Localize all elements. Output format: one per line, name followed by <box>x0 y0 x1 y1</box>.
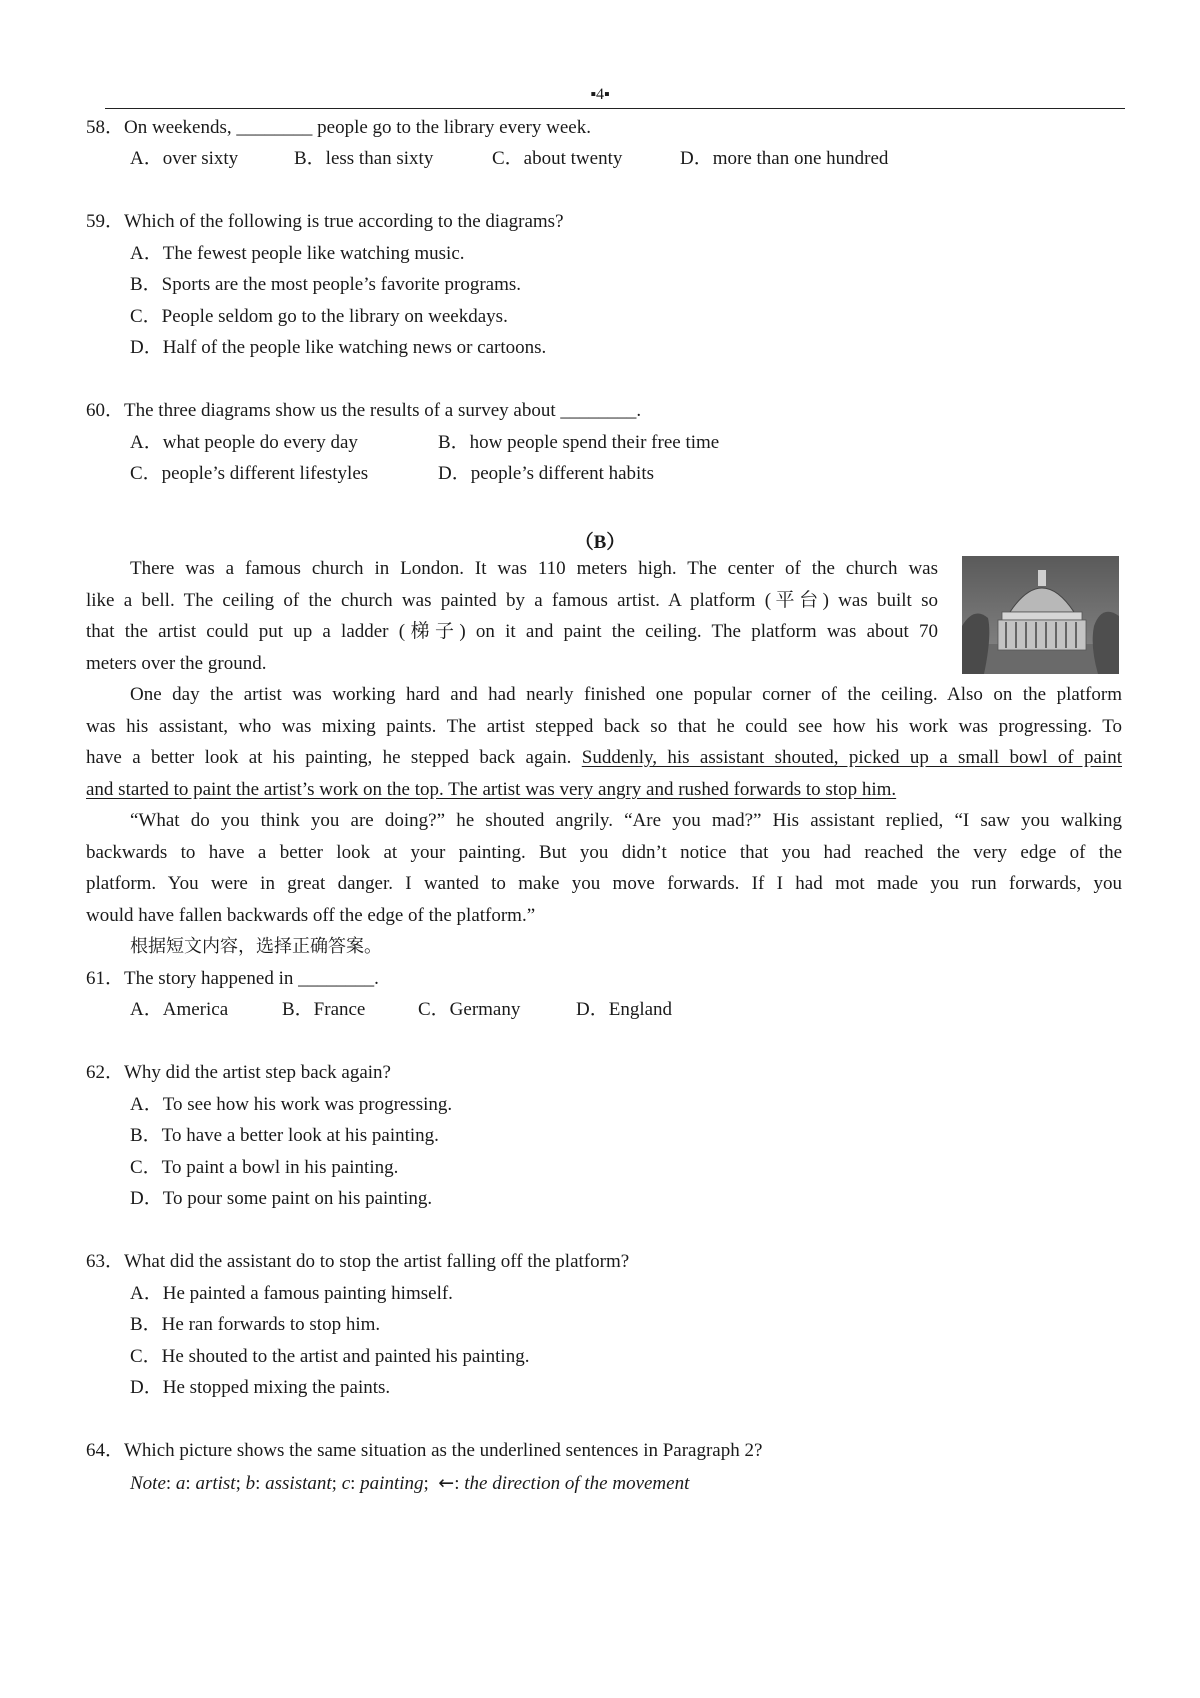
q62-option-a: A．To see how his work was progressing. <box>130 1094 453 1115</box>
note-a: a <box>175 1473 186 1494</box>
passage-p3-line2: backwards to have a better look at your painting. But you didn’t notice that you had reached the very edge of the <box>86 842 1122 863</box>
underlined-sentence-part1: Suddenly, his assistant shouted, picked up a small bowl of paint <box>581 747 1122 768</box>
q61-option-c: C．Germany <box>418 999 521 1020</box>
q59-option-b: B．Sports are the most people’s favorite programs. <box>130 274 522 295</box>
note-c-text: painting <box>360 1473 424 1494</box>
q64-note: Note: a: artist; b: assistant; c: painting; ←: the direction of the movement <box>130 1472 690 1494</box>
passage-p1-line4: meters over the ground. <box>86 653 267 674</box>
q58-option-a: A．over sixty <box>130 148 239 169</box>
q61-option-a: A．America <box>130 999 229 1020</box>
passage-p1-line3: that the artist could put up a ladder (梯子) on it and paint the ceiling. The platform was about 70 <box>86 621 938 642</box>
passage-p2-line1: One day the artist was working hard and had nearly finished one popular corner of the ceiling. Also on the platform <box>130 684 1122 705</box>
q63-option-c: C．He shouted to the artist and painted his painting. <box>130 1346 530 1367</box>
question-59: 59．Which of the following is true according to the diagrams? <box>86 211 564 232</box>
passage-p1-line2: like a bell. The ceiling of the church was painted by a famous artist. A platform (平台) was built so <box>86 590 938 611</box>
q61-option-d: D．England <box>576 999 673 1020</box>
passage-p3-line4: would have fallen backwards off the edge of the platform.” <box>86 905 536 926</box>
question-63: 63．What did the assistant do to stop the artist falling off the platform? <box>86 1251 630 1272</box>
q61-option-b: B．France <box>282 999 366 1020</box>
q59-option-d: D．Half of the people like watching news or cartoons. <box>130 337 547 358</box>
note-c: c <box>341 1473 351 1494</box>
header-rule <box>105 108 1125 109</box>
note-arrow-text: the direction of the movement <box>464 1473 690 1494</box>
instruction-text: 根据短文内容，选择正确答案。 <box>130 936 382 957</box>
q63-option-d: D．He stopped mixing the paints. <box>130 1377 391 1398</box>
q58-option-c: C．about twenty <box>492 148 623 169</box>
q59-option-a: A．The fewest people like watching music. <box>130 243 465 264</box>
passage-p3-line1: “What do you think you are doing?” he shouted angrily. “Are you mad?” His assistant replied, “I saw you walking <box>130 810 1122 831</box>
q59-option-c: C．People seldom go to the library on weekdays. <box>130 306 508 327</box>
note-a-text: artist <box>195 1473 236 1494</box>
church-dome-photo <box>962 556 1119 674</box>
question-62: 62．Why did the artist step back again? <box>86 1062 391 1083</box>
q60-option-c: C．people’s different lifestyles <box>130 463 369 484</box>
note-b: b <box>245 1473 256 1494</box>
q58-option-b: B．less than sixty <box>294 148 434 169</box>
passage-p3-line3: platform. You were in great danger. I wanted to make you move forwards. If I had mot made you run forwards, you <box>86 873 1122 894</box>
passage-p2-line3-plain: have a better look at his painting, he stepped back again. <box>86 747 582 768</box>
page-number: ▪4▪ <box>590 86 610 103</box>
question-61: 61．The story happened in ________. <box>86 968 379 989</box>
q62-option-d: D．To pour some paint on his painting. <box>130 1188 433 1209</box>
passage-p1-line1: There was a famous church in London. It was 110 meters high. The center of the church was <box>130 558 938 579</box>
question-64: 64．Which picture shows the same situation as the underlined sentences in Paragraph 2? <box>86 1440 763 1461</box>
passage-p2-line3 <box>86 747 1122 769</box>
q60-option-a: A．what people do every day <box>130 432 358 453</box>
q62-option-b: B．To have a better look at his painting. <box>130 1125 439 1146</box>
q60-option-b: B．how people spend their free time <box>438 432 720 453</box>
q63-option-a: A．He painted a famous painting himself. <box>130 1283 453 1304</box>
q63-option-b: B．He ran forwards to stop him. <box>130 1314 381 1335</box>
q60-option-d: D．people’s different habits <box>438 463 654 484</box>
note-b-text: assistant <box>265 1473 332 1494</box>
note-label: Note <box>130 1473 166 1494</box>
section-b-title: （B） <box>574 532 626 553</box>
q58-option-d: D．more than one hundred <box>680 148 889 169</box>
underlined-sentence-part2: and started to paint the artist’s work on the top. The artist was very angry and rushed forwards to stop him. <box>86 779 897 800</box>
question-60: 60．The three diagrams show us the results of a survey about ________. <box>86 400 642 421</box>
left-arrow-icon: ← <box>438 1472 455 1494</box>
passage-p2-line2: was his assistant, who was mixing paints. The artist stepped back so that he could see how his work was progressing. To <box>86 716 1122 737</box>
question-58: 58．On weekends, ________ people go to the library every week. <box>86 117 591 138</box>
q62-option-c: C．To paint a bowl in his painting. <box>130 1157 399 1178</box>
